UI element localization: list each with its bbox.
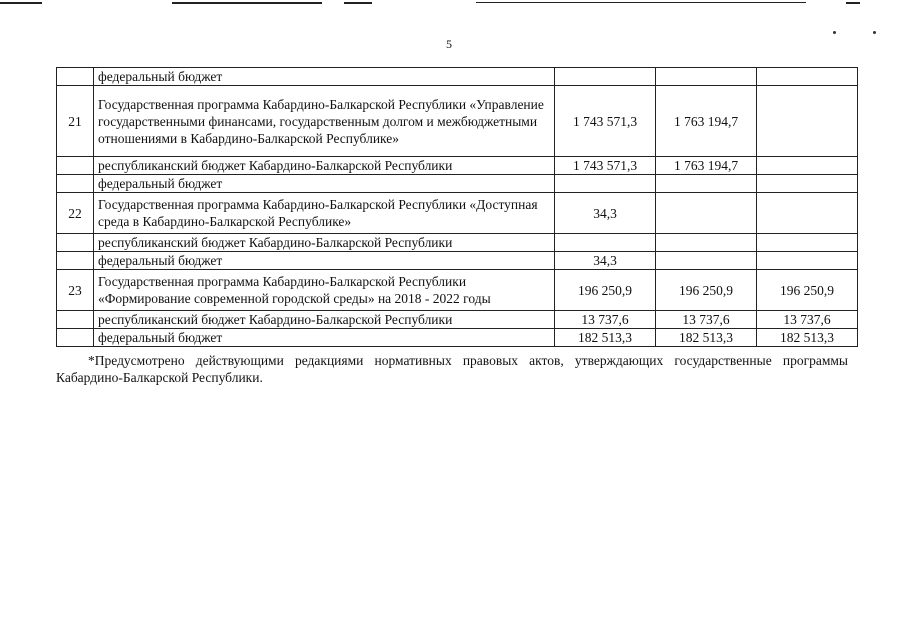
scan-artifact-line: [476, 2, 806, 3]
value-year-1: 34,3: [555, 193, 656, 234]
value-year-2: [656, 175, 757, 193]
value-year-1: 182 513,3: [555, 329, 656, 347]
value-year-1: [555, 234, 656, 252]
row-number: [57, 234, 94, 252]
value-year-1: 34,3: [555, 252, 656, 270]
table-subrow: [57, 252, 858, 270]
value-year-2: [656, 234, 757, 252]
value-year-3: 182 513,3: [757, 329, 858, 347]
value-year-3: 196 250,9: [757, 270, 858, 311]
row-number: 21: [57, 86, 94, 157]
row-number: [57, 68, 94, 86]
value-year-2: [656, 252, 757, 270]
value-year-2: 196 250,9: [656, 270, 757, 311]
scan-artifact-line: [344, 2, 372, 4]
table-row-program-21: [57, 86, 858, 157]
scan-speck: [833, 31, 836, 34]
budget-source-label: республиканский бюджет Кабардино-Балкарской Республики: [94, 234, 555, 252]
value-year-3: [757, 252, 858, 270]
footnote: *Предусмотрено действующими редакциями нормативных правовых актов, утверждающих государственные программы Кабардино-Балкарской Республики.: [56, 353, 848, 385]
row-number: 23: [57, 270, 94, 311]
table-row-program-22: [57, 193, 858, 234]
value-year-3: [757, 86, 858, 157]
scan-speck: [873, 31, 876, 34]
value-year-3: 13 737,6: [757, 311, 858, 329]
budget-source-label: федеральный бюджет: [94, 329, 555, 347]
table-subrow: [57, 157, 858, 175]
program-title: Государственная программа Кабардино-Балкарской Республики «Управление государственными финансами, государственным долгом и межбюджетными отношениями в Кабардино-Балкарской Республике»: [94, 86, 555, 157]
value-year-1: 196 250,9: [555, 270, 656, 311]
page-number: 5: [446, 37, 452, 51]
table-row-program-23: [57, 270, 858, 311]
row-number: [57, 157, 94, 175]
row-number: [57, 252, 94, 270]
budget-source-label: федеральный бюджет: [94, 68, 555, 86]
table-subrow: [57, 68, 858, 86]
value-year-2: [656, 193, 757, 234]
value-year-2: 13 737,6: [656, 311, 757, 329]
budget-table: [56, 67, 858, 347]
value-year-1: 1 743 571,3: [555, 86, 656, 157]
value-year-3: [757, 175, 858, 193]
budget-source-label: республиканский бюджет Кабардино-Балкарской Республики: [94, 157, 555, 175]
budget-source-label: республиканский бюджет Кабардино-Балкарской Республики: [94, 311, 555, 329]
value-year-2: 182 513,3: [656, 329, 757, 347]
value-year-1: [555, 175, 656, 193]
value-year-2: 1 763 194,7: [656, 86, 757, 157]
value-year-3: [757, 157, 858, 175]
table-subrow: [57, 311, 858, 329]
value-year-3: [757, 234, 858, 252]
value-year-1: [555, 68, 656, 86]
program-title: Государственная программа Кабардино-Балкарской Республики «Доступная среда в Кабардино-Балкарской Республике»: [94, 193, 555, 234]
row-number: [57, 329, 94, 347]
budget-table-body: [57, 68, 858, 347]
scan-artifact-line: [846, 2, 860, 4]
table-subrow: [57, 329, 858, 347]
budget-source-label: федеральный бюджет: [94, 252, 555, 270]
scan-artifact-line: [172, 2, 322, 4]
budget-source-label: федеральный бюджет: [94, 175, 555, 193]
row-number: 22: [57, 193, 94, 234]
value-year-1: 1 743 571,3: [555, 157, 656, 175]
value-year-2: [656, 68, 757, 86]
value-year-2: 1 763 194,7: [656, 157, 757, 175]
scan-artifact-line: [0, 2, 42, 4]
table-subrow: [57, 234, 858, 252]
program-title: Государственная программа Кабардино-Балкарской Республики «Формирование современной городской среды» на 2018 - 2022 годы: [94, 270, 555, 311]
row-number: [57, 175, 94, 193]
value-year-1: 13 737,6: [555, 311, 656, 329]
row-number: [57, 311, 94, 329]
value-year-3: [757, 68, 858, 86]
table-subrow: [57, 175, 858, 193]
value-year-3: [757, 193, 858, 234]
